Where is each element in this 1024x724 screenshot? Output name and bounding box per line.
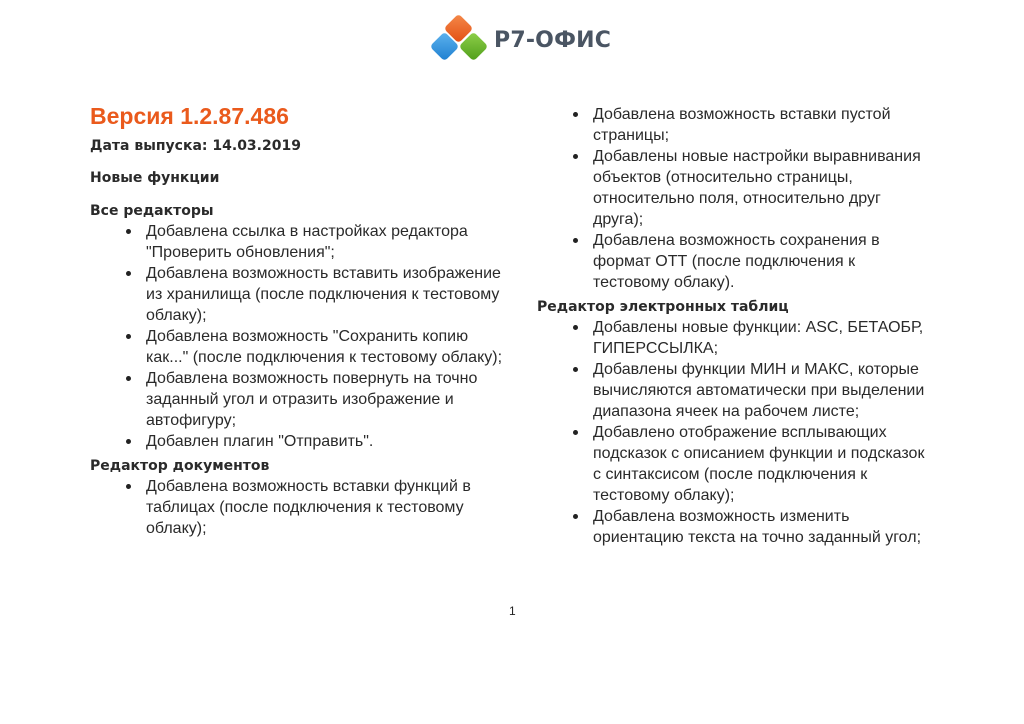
document-editor-list-part1 [90,476,510,539]
list-item-text: Добавлена возможность повернуть на точно заданный угол и отразить изображение и автофигуру; [146,370,478,429]
bullet-icon [573,430,578,435]
list-item [537,359,927,422]
new-features-heading: Новые функции [90,170,220,186]
spreadsheet-editor-heading: Редактор электронных таблиц [537,299,789,315]
release-date: Дата выпуска: 14.03.2019 [90,138,301,154]
list-item [90,263,510,326]
list-item-text: Добавлена возможность вставки функций в таблицах (после подключения к тестовому облаку); [146,478,471,537]
list-item-text: Добавлен плагин "Отправить". [146,433,374,450]
all-editors-heading: Все редакторы [90,203,214,219]
list-item [537,422,927,506]
bullet-icon [573,514,578,519]
bullet-icon [573,238,578,243]
document-editor-heading: Редактор документов [90,458,270,474]
bullet-icon [573,367,578,372]
r7-office-logo-icon [426,12,492,68]
bullet-icon [573,154,578,159]
logo-text: Р7-ОФИС [494,27,612,53]
bullet-icon [573,325,578,330]
page-number: 1 [509,604,516,618]
bullet-icon [126,439,131,444]
list-item-text: Добавлена ссылка в настройках редактора "Проверить обновления"; [146,223,468,261]
list-item-text: Добавлены новые настройки выравнивания объектов (относительно страницы, относительно поля, относительно друг друга); [593,148,921,228]
document-editor-list-part2 [537,104,927,293]
spreadsheet-editor-list [537,317,927,548]
list-item-text: Добавлена возможность изменить ориентацию текста на точно заданный угол; [593,508,922,546]
bullet-icon [126,376,131,381]
list-item-text: Добавлена возможность сохранения в формат ОТТ (после подключения к тестовому облаку). [593,232,880,291]
list-item [90,476,510,539]
bullet-icon [126,334,131,339]
list-item-text: Добавлено отображение всплывающих подсказок с описанием функции и подсказок с синтаксисом (после подключения к тестовому облаку); [593,424,925,504]
list-item [537,506,927,548]
list-item [537,317,927,359]
list-item [90,368,510,431]
r7-office-logo [426,10,616,70]
list-item [537,146,927,230]
list-item-text: Добавлена возможность "Сохранить копию как..." (после подключения к тестовому облаку); [146,328,503,366]
bullet-icon [126,484,131,489]
list-item [537,230,927,293]
list-item-text: Добавлена возможность вставить изображение из хранилища (после подключения к тестовому облаку); [146,265,501,324]
list-item-text: Добавлены новые функции: ASC, БЕТАОБР, ГИПЕРССЫЛКА; [593,319,924,357]
bullet-icon [126,229,131,234]
list-item-text: Добавлены функции МИН и МАКС, которые вычисляются автоматически при выделении диапазона ячеек на рабочем листе; [593,361,925,420]
bullet-icon [573,112,578,117]
list-item [90,326,510,368]
list-item-text: Добавлена возможность вставки пустой страницы; [593,106,891,144]
list-item [90,221,510,263]
right-column [537,104,977,548]
bullet-icon [126,271,131,276]
left-column [90,102,530,539]
list-item [537,104,927,146]
version-title: Версия 1.2.87.486 [90,103,289,129]
list-item [90,431,510,452]
all-editors-list [90,221,510,452]
